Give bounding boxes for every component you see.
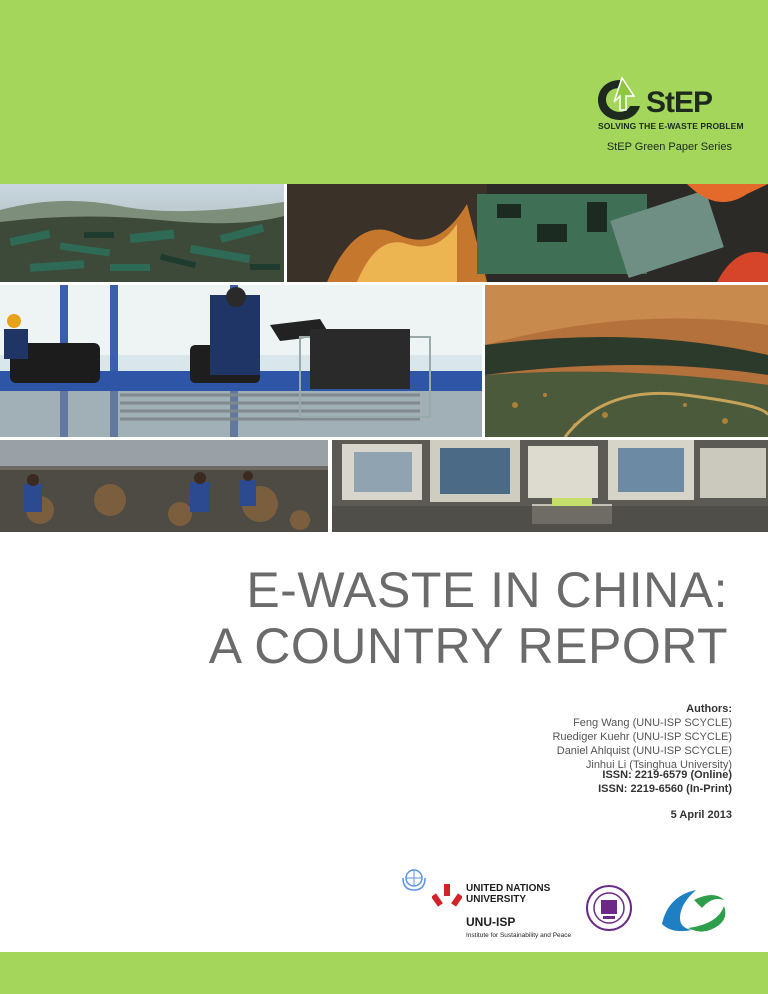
unu-mark-icon — [432, 884, 462, 910]
step-recycle-icon — [594, 74, 646, 122]
publication-date: 5 April 2013 — [670, 809, 732, 821]
author-name: Feng Wang (UNU-ISP SCYCLE) — [573, 717, 732, 729]
step-wordmark: StEP — [646, 86, 713, 119]
unu-name-line-2: UNIVERSITY — [466, 894, 527, 905]
photo-shredded-material — [485, 285, 768, 437]
step-tagline: SOLVING THE E-WASTE PROBLEM — [598, 121, 744, 131]
un-emblem-icon — [400, 864, 428, 892]
photo-scrap-yard-workers — [0, 440, 328, 532]
author-name: Ruediger Kuehr (UNU-ISP SCYCLE) — [552, 731, 732, 743]
photo-conveyor-crt-dismantling — [0, 285, 482, 437]
author-name: Jinhui Li (Tsinghua University) — [585, 759, 732, 771]
authors-heading: Authors: — [686, 703, 732, 715]
title-line-2: A COUNTRY REPORT — [208, 618, 728, 674]
tsinghua-seal-icon — [585, 883, 633, 933]
footer-band — [0, 952, 768, 994]
series-label: StEP Green Paper Series — [606, 141, 732, 153]
unu-isp-label: UNU-ISP — [466, 915, 516, 929]
unu-institute-label: Institute for Sustainability and Peace — [466, 932, 572, 939]
step-logo — [594, 74, 744, 134]
issn-block — [598, 768, 732, 796]
photo-dump-site — [0, 184, 284, 282]
unu-name-line-1: UNITED NATIONS — [466, 883, 551, 894]
photo-burning-circuit-board — [287, 184, 768, 282]
author-name: Daniel Ahlquist (UNU-ISP SCYCLE) — [556, 745, 732, 757]
partner-logo-icon — [658, 884, 732, 936]
photo-old-monitors — [332, 440, 768, 532]
authors-block — [552, 702, 732, 772]
issn-online: ISSN: 2219-6579 (Online) — [602, 769, 732, 781]
report-title — [209, 562, 728, 674]
issn-print: ISSN: 2219-6560 (In-Print) — [598, 783, 732, 795]
unu-name — [466, 883, 550, 905]
title-line-1: E-WASTE IN CHINA: — [246, 562, 728, 618]
